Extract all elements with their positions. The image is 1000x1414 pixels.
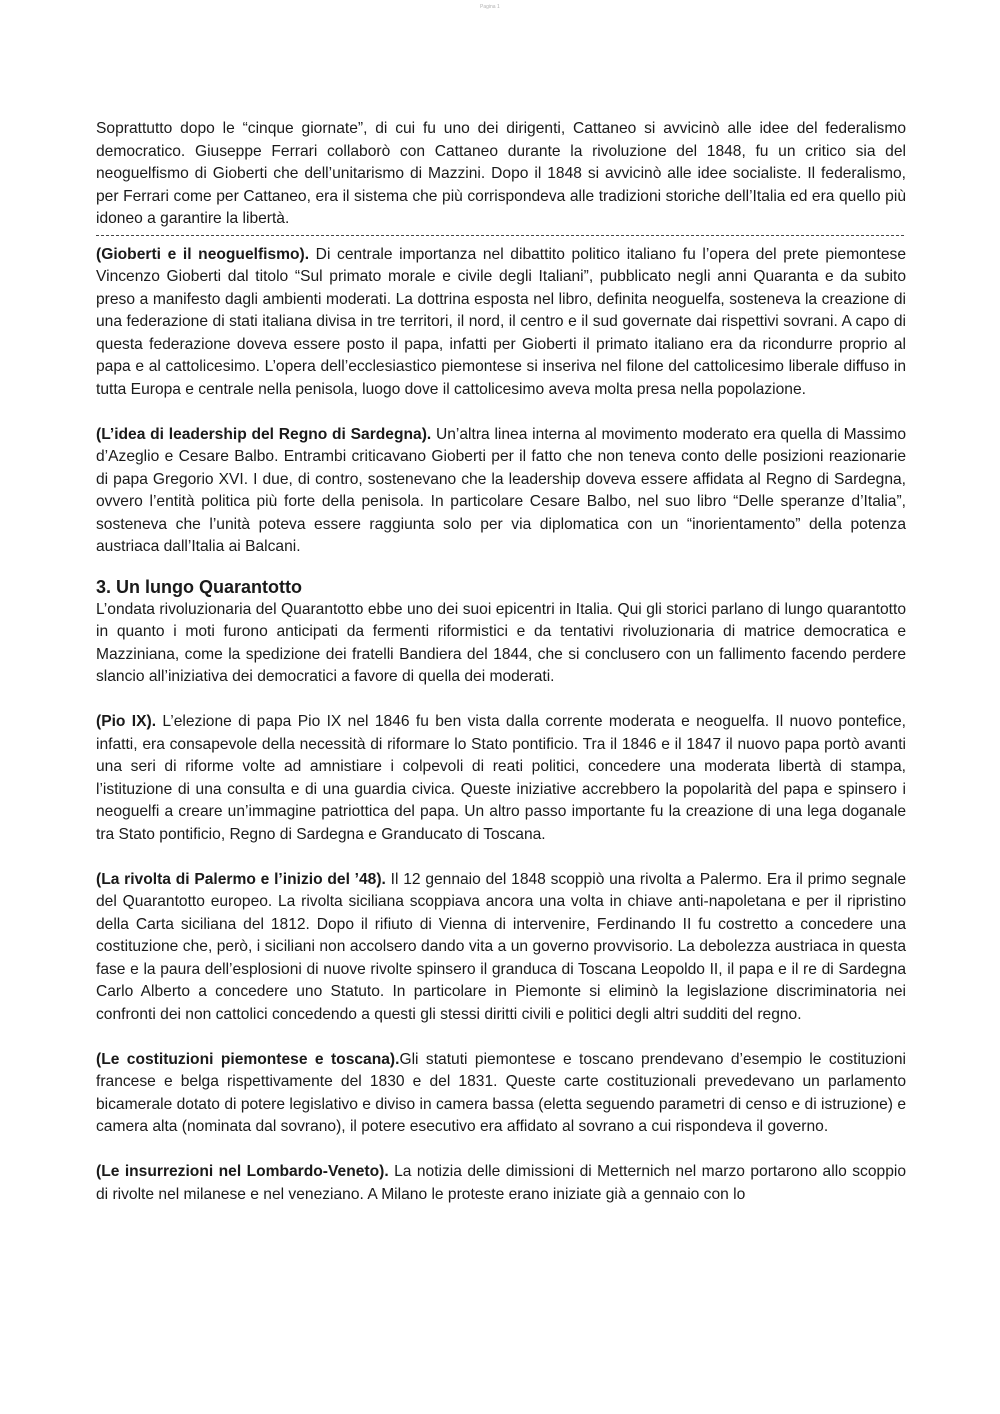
paragraph-text: Il 12 gennaio del 1848 scoppiò una rivolta a Palermo. Era il primo segnale del Quarantotto europeo. La rivolta siciliana scoppiava ancora una volta in chiave anti-napoletana e per il ripristino della Carta siciliana del 1812. Dopo il rifiuto di Vienna di intervenire, Ferdinando II fu costretto a concedere una costituzione che, però, i siciliani non accolsero dando vita a un governo provvisorio. La debolezza austriaca in questa fase e la paura dell’esplosioni di nuove rivolte spinsero il granduca di Toscana Leopoldo II, il papa e il re di Sardegna Carlo Alberto a concedere uno Statuto. In particolare in Piemonte si eliminò la legislazione discriminatoria nei confronti dei non cattolici concedendo a questi gli stessi diritti civili e politici degli altri sudditi del regno. [96,870,906,1023]
paragraph-gioberti [96,244,906,402]
paragraph-text: Di centrale importanza nel dibattito politico italiano fu l’opera del prete piemontese Vincenzo Gioberti dal titolo “Sul primato morale e civile degli Italiani”, pubblicato negli anni Quaranta e da subito preso a manifesto dagli ambienti moderati. La dottrina esposta nel libro, definita neoguelfa, sosteneva la creazione di una federazione di stati italiana divisa in tre territori, il nord, il centro e il sud governate dai rispettivi sovrani. A capo di questa federazione doveva essere posto il papa, infatti per Gioberti il primato italiano era da ricondurre proprio al papa e al cattolicesimo. L’opera dell’ecclesiastico piemontese si inseriva nel filone del cattolicesimo liberale diffuso in tutta Europa e centrale nella penisola, luogo dove il cattolicesimo aveva molta presa nella popolazione. [96,245,906,398]
paragraph-lead: (Le costituzioni piemontese e toscana). [96,1050,400,1068]
paragraph-costituzioni [96,1049,906,1139]
paragraph-leadership-sardegna [96,424,906,559]
paragraph-text: Gli statuti piemontese e toscano prendevano d’esempio le costituzioni francese e belga rispettivamente del 1830 e del 1831. Queste carte costituzionali prevedevano un parlamento bicamerale dotato di potere legislativo e diviso in camera bassa (eletta seguendo parametri di censo e di istruzione) e camera alta (nominata dal sovrano), il potere esecutivo era affidato al sovrano a cui rispondeva il governo. [96,1050,906,1135]
paragraph-text: La notizia delle dimissioni di Metternich nel marzo portarono allo scoppio di rivolte nel milanese e nel veneziano. A Milano le proteste erano iniziate già a gennaio con lo [96,1163,907,1203]
paragraph-lead: (L’idea di leadership del Regno di Sardegna). [96,425,432,443]
intro-paragraph: Soprattutto dopo le “cinque giornate”, di cui fu uno dei dirigenti, Cattaneo si avvicinò alle idee del federalismo democratico. Giuseppe Ferrari collaborò con Cattaneo durante la rivoluzione del 1848, fu un critico sia del neoguelfismo di Gioberti che dell’unitarismo di Mazzini. Dopo il 1848 si avvicinò alle idee socialiste. Il federalismo, per Ferrari come per Cattaneo, era il sistema che più corrispondeva alle tradizioni storiche dell’Italia ed era quello più idoneo a garantire la libertà. [96,120,906,227]
section-intro-paragraph: L’ondata rivoluzionaria del Quarantotto ebbe uno dei suoi epicentri in Italia. Qui gli storici parlano di lungo quarantotto in quanto i moti furono anticipati da fermenti riformistici e da tentativi rivoluzionaria di matrice democratica e Mazziniana, come la spedizione dei fratelli Bandiera del 1844, che si conclusero con un fallimento facendo perdere slancio all’iniziativa dei democratici a favore di quella dei moderati. [96,600,906,685]
paragraph-pio-ix [96,711,906,846]
paragraph-lombardo-veneto [96,1161,906,1206]
section-heading: 3. Un lungo Quarantotto [96,576,302,597]
dashed-divider [96,235,904,236]
paragraph-lead: (Gioberti e il neoguelfismo). [96,245,310,263]
paragraph-lead: (Le insurrezioni nel Lombardo-Veneto). [96,1163,389,1180]
page-header-mark: Pagina 1 [480,4,500,10]
paragraph-text: L’elezione di papa Pio IX nel 1846 fu ben vista dalla corrente moderata e neoguelfa. Il nuovo pontefice, infatti, era consapevole della necessità di riformare lo Stato pontificio. Tra il 1846 e il 1847 il nuovo papa portò avanti una seri di riforme volte ad amnistiare i colpevoli di reati politici, concedere una moderata libertà di stampa, l’istituzione di una consulta e di una guardia civica. Queste iniziative accrebbero la popolarità del papa e spinsero i neoguelfi a creare un’immagine patriottica del papa. Un altro passo importante fu la creazione di una lega doganale tra Stato pontificio, Regno di Sardegna e Granducato di Toscana. [96,713,906,843]
paragraph-lead: (Pio IX). [96,713,157,730]
paragraph-rivolta-palermo [96,869,906,1027]
paragraph-text: Un’altra linea interna al movimento moderato era quella di Massimo d’Azeglio e Cesare Balbo. Entrambi criticavano Gioberti per il fatto che non teneva conto delle posizioni reazionarie di papa Gregorio XVI. I due, di contro, sostenevano che la leadership doveva essere affidata al Regno di Sardegna, ovvero l’entità politica più forte della penisola. In particolare Cesare Balbo, nel suo libro “Delle speranze d’Italia”, sosteneva che l’unità poteva essere raggiunta solo per via diplomatica con un “inorientamento” della potenza austriaca dall’Italia ai Balcani. [96,425,906,555]
document-page [96,118,906,1206]
paragraph-lead: (La rivolta di Palermo e l’inizio del ’48). [96,870,386,888]
